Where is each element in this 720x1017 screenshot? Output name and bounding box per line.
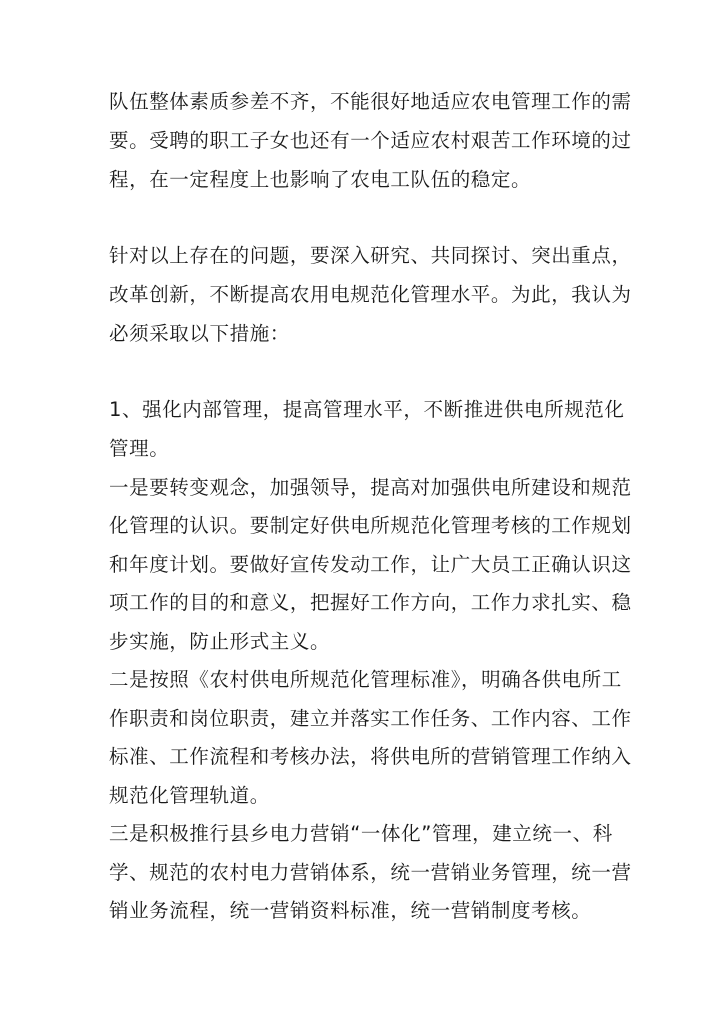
paragraph-1-line-2: 要。受聘的职工子女也还有一个适应农村艰苦工作环境的过 [109,129,632,152]
item-3-line-2: 学、规范的农村电力营销体系，统一营销业务管理，统一营 [109,861,632,884]
item-3-line-3: 销业务流程，统一营销资料标准，统一营销制度考核。 [109,899,592,922]
item-2-line-4: 规范化管理轨道。 [109,784,270,807]
item-2-line-3: 标准、工作流程和考核办法，将供电所的营销管理工作纳入 [109,745,632,768]
paragraph-2-line-1: 针对以上存在的问题，要深入研究、共同探讨、突出重点， [109,244,632,267]
item-1-line-3: 和年度计划。要做好宣传发动工作，让广大员工正确认识这 [109,553,632,576]
paragraph-2-line-3: 必须采取以下措施： [109,322,290,345]
item-2-line-1: 二是按照《农村供电所规范化管理标准》，明确各供电所工 [109,668,622,691]
paragraph-2-line-2: 改革创新，不断提高农用电规范化管理水平。为此，我认为 [109,283,632,306]
item-1-line-4: 项工作的目的和意义，把握好工作方向，工作力求扎实、稳 [109,591,632,614]
item-1-line-1: 一是要转变观念，加强领导，提高对加强供电所建设和规范 [109,476,632,499]
item-3-line-1: 三是积极推行县乡电力营销“一体化”管理，建立统一、科 [109,822,613,845]
item-2-line-2: 作职责和岗位职责，建立并落实工作任务、工作内容、工作 [109,707,632,730]
paragraph-1-line-3: 程，在一定程度上也影响了农电工队伍的稳定。 [109,168,532,191]
paragraph-1-line-1: 队伍整体素质参差不齐，不能很好地适应农电管理工作的需 [109,90,632,113]
section-1-heading-line-2: 管理。 [109,437,170,460]
section-1-heading-line-1: 1、强化内部管理，提高管理水平，不断推进供电所规范化 [109,398,625,421]
item-1-line-2: 化管理的认识。要制定好供电所规范化管理考核的工作规划 [109,514,632,537]
item-1-line-5: 步实施，防止形式主义。 [109,630,331,653]
